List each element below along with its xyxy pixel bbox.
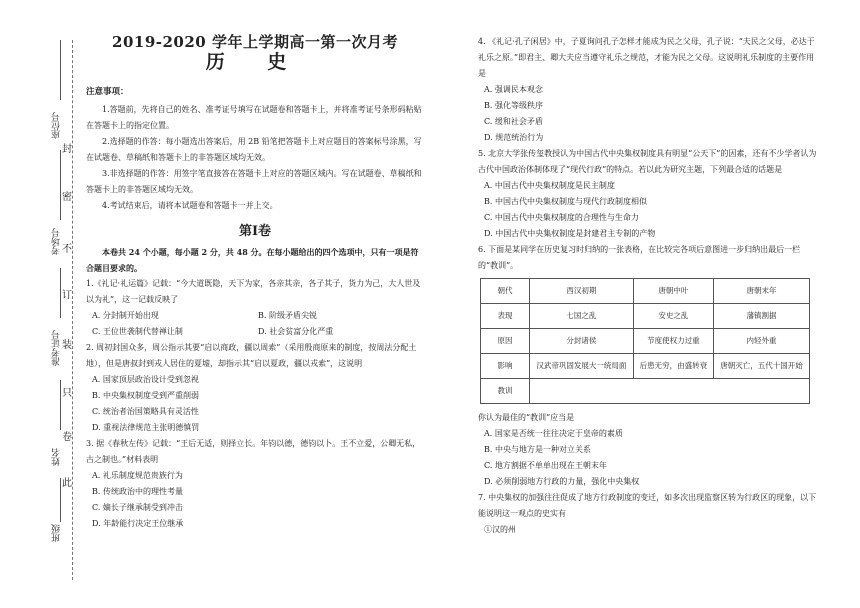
option: C. 嫡长子继承制受到冲击 xyxy=(92,503,183,512)
table-row xyxy=(481,379,810,404)
option: B. 传统政治中的理性考量 xyxy=(92,487,183,496)
table-cell: 安史之乱 xyxy=(633,304,713,329)
seal-char: 卷 xyxy=(62,432,72,443)
question-stem: 7. 中央集权的加强往往促成了地方行政制度的变迁，如多次出现监察区转为行政区的现象，以下能说明这一观点的史实有 xyxy=(478,493,817,518)
question-stem: 4. 《礼记·孔子闲居》中，子夏询问孔子怎样才能成为民之父母，孔子说：“夫民之父母，必达于礼乐之原。”即君主、卿大夫应当遵守礼乐之规范，才能为民之父母。这说明礼乐制度的主要作用是 xyxy=(478,37,815,78)
comparison-table xyxy=(480,278,810,404)
option: C. 缓和社会矛盾 xyxy=(484,117,543,126)
option: A. 强调民本观念 xyxy=(484,85,543,94)
seal-char: 此 xyxy=(62,478,72,489)
question-stem: 6. 下面是某同学在历史复习时归纳的一张表格，在比较完各项后意图进一步归纳出最后一栏的“教训”。 xyxy=(478,245,801,270)
option: D. 重视法律规范主张明德慎罚 xyxy=(92,423,200,432)
room-number-label: 考场号 xyxy=(52,228,62,255)
table-row xyxy=(481,279,810,304)
exam-subject: 历 史 xyxy=(205,51,305,73)
seal-char: 封 xyxy=(62,144,72,155)
binding-margin xyxy=(0,0,86,608)
question-stem: 1.《礼记·礼运篇》记载：“今大道既隐，天下为家，各亲其亲，各子其子，货力为己，大人世及以为礼”，这一记载反映了 xyxy=(86,279,421,304)
section-title: 第Ⅰ卷 xyxy=(238,224,272,239)
note-item: 2.选择题的作答：每小题选出答案后，用 2B 铅笔把答题卡上对应题目的答案标号涂黑，写在试题卷、草稿纸和答题卡上的非答题区域均无效。 xyxy=(86,137,422,162)
table-cell: 七国之乱 xyxy=(530,304,634,329)
table-cell: 西汉初期 xyxy=(530,279,634,304)
table-cell: 唐朝末年 xyxy=(714,279,810,304)
option: D. 中国古代中央集权制度是封建君主专制的产物 xyxy=(484,229,656,238)
question-stem: 2. 周初封国众多，周公指示其要“启以商政，疆以周索”（采用殷商原来的制度，按周法分配土地），但是唐叔封到戎人居住的夏墟，却指示其“启以夏政，疆以戎索”，这说明 xyxy=(86,343,417,368)
seal-char: 密 xyxy=(62,192,72,203)
table-cell: 唐朝中叶 xyxy=(633,279,713,304)
seat-number-line xyxy=(60,40,61,100)
option: B. 中国古代中央集权制度与现代行政制度相似 xyxy=(484,197,647,206)
table-cell: 教训 xyxy=(481,379,530,404)
question-stem: 3. 据《春秋左传》记载：“王后无适，则择立长。年钧以德，德钧以卜。王不立爱，公卿无私，古之制也。”材料表明 xyxy=(86,439,421,464)
question-item: ①汉的州 xyxy=(484,525,516,534)
class-label: 班级 xyxy=(52,524,62,542)
note-item: 4.考试结束后，请将本试题卷和答题卡一并上交。 xyxy=(102,201,278,210)
table-cell: 节度使权力过重 xyxy=(633,329,713,354)
table-cell: 汉武帝巩固发展大一统局面 xyxy=(530,354,634,379)
table-row xyxy=(481,354,810,379)
note-item: 1.答题前，先将自己的姓名、准考证号填写在试题卷和答题卡上，并将准考证号条形码粘贴在答题卡上的指定位置。 xyxy=(86,105,422,130)
exam-id-line xyxy=(60,268,61,318)
option-row xyxy=(86,324,424,340)
notes-heading: 注意事项： xyxy=(86,87,129,97)
question-stem: 你认为最佳的“教训”应当是 xyxy=(478,413,575,422)
table-cell: 表现 xyxy=(481,304,530,329)
option: A. 中国古代中央集权制度是民主制度 xyxy=(484,181,615,190)
seal-char: 只 xyxy=(62,388,72,399)
option: A. 礼乐制度规范贵族行为 xyxy=(92,471,183,480)
option: C. 统治者治国策略具有灵活性 xyxy=(92,407,199,416)
name-line xyxy=(60,380,61,430)
option: B. 中央与地方是一种对立关系 xyxy=(484,445,591,454)
option-row xyxy=(86,308,424,324)
option: D. 必须削弱地方行政的力量，强化中央集权 xyxy=(484,477,640,486)
option: C. 地方割据不单单出现在王朝末年 xyxy=(484,461,607,470)
table-row xyxy=(481,329,810,354)
table-cell: 后患无穷，由盛转衰 xyxy=(633,354,713,379)
exam-id-label: 准考证号 xyxy=(52,330,62,366)
room-number-line xyxy=(60,150,61,220)
seal-char: 不 xyxy=(62,244,72,255)
seal-char: 装 xyxy=(62,340,72,351)
option: B. 强化等级秩序 xyxy=(484,101,543,110)
table-cell: 影响 xyxy=(481,354,530,379)
table-row xyxy=(481,304,810,329)
option: A. 国家是否统一往往决定于皇帝的素质 xyxy=(484,429,623,438)
note-item: 3.非选择题的作答：用签字笔直接答在答题卡上对应的答题区域内。写在试题卷、草稿纸和答题卡上的非答题区域均无效。 xyxy=(86,169,422,194)
option: B. 阶级矛盾尖锐 xyxy=(258,311,317,320)
class-line xyxy=(60,478,61,522)
option: D. 年龄能行决定王位继承 xyxy=(92,519,184,528)
question-stem: 5. 北京大学张传玺教授认为中国古代中央集权制度具有明显“公天下”的因素，还有不少学者认为古代中国政治体制体现了“现代行政”的特点。若以此为研究主题，下列最合适的话题是 xyxy=(478,149,817,174)
table-cell-empty xyxy=(530,379,810,404)
exam-title: 2019-2020 学年上学期高一第一次月考 xyxy=(112,33,398,51)
table-cell: 藩镇割据 xyxy=(714,304,810,329)
table-cell: 分封诸侯 xyxy=(530,329,634,354)
section-intro: 本卷共 24 个小题，每小题 2 分，共 48 分。在每小题给出的四个选项中，只有一项是符合题目要求的。 xyxy=(86,247,419,273)
option: D. 社会贫富分化严重 xyxy=(258,327,334,336)
option: A. 国家顶层政治设计受到忽视 xyxy=(92,375,199,384)
table-cell: 内轻外重 xyxy=(714,329,810,354)
table-cell: 唐朝灭亡，五代十国开始 xyxy=(714,354,810,379)
option: C. 王位世袭制代替禅让制 xyxy=(92,327,183,336)
table-cell: 原因 xyxy=(481,329,530,354)
option: C. 中国古代中央集权制度的合理性与生命力 xyxy=(484,213,639,222)
left-column xyxy=(86,30,424,532)
binding-dashed-line xyxy=(72,40,73,580)
table-cell: 朝代 xyxy=(481,279,530,304)
option: B. 中央集权制度受到严重削弱 xyxy=(92,391,199,400)
seal-char: 订 xyxy=(62,290,72,301)
option: A. 分封制开始出现 xyxy=(92,311,159,320)
option: D. 规范统治行为 xyxy=(484,133,544,142)
seat-number-label: 座位号 xyxy=(52,112,62,139)
name-label: 姓名 xyxy=(52,448,62,466)
right-column xyxy=(478,34,820,538)
